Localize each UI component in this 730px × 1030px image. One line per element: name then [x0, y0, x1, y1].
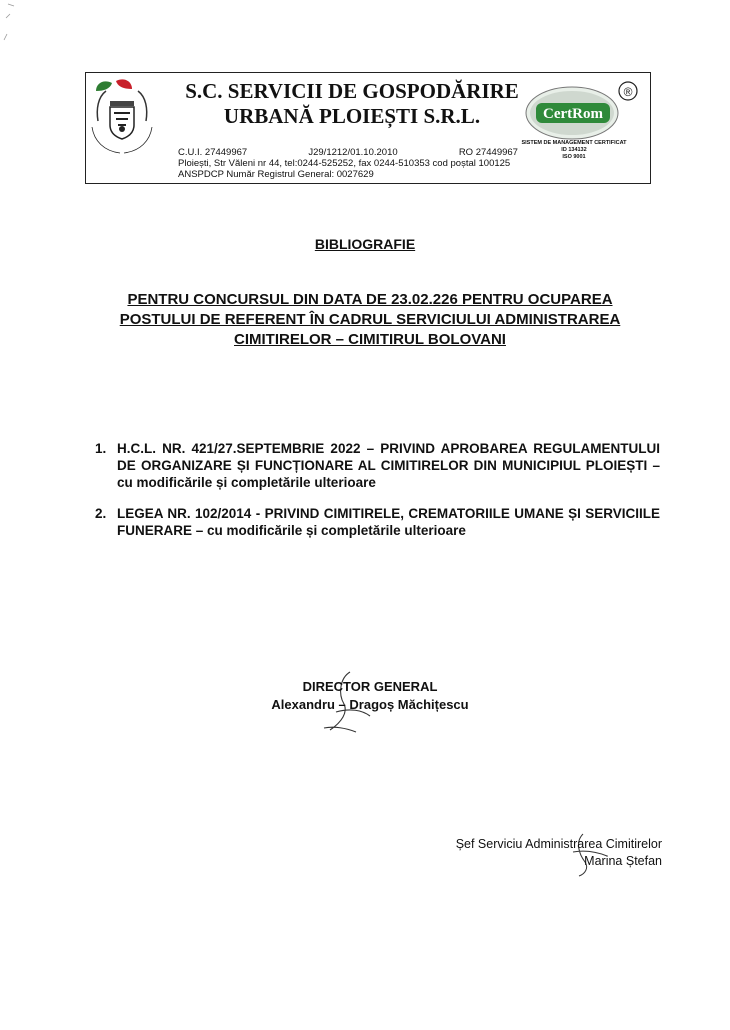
service-head-signature-block — [400, 836, 662, 870]
item-text: LEGEA NR. 102/2014 - PRIVIND CIMITIRELE, CREMATORIILE UMANE ȘI SERVICIILE FUNERARE – cu modificările și completările ulterioare — [117, 506, 660, 538]
anspdcp-number: ANSPDCP Număr Registrul General: 0027629 — [178, 169, 374, 180]
director-role: DIRECTOR GENERAL — [302, 679, 438, 694]
item-number: 2. — [95, 506, 107, 521]
company-name-line2: URBANĂ PLOIEȘTI S.R.L. — [223, 104, 481, 128]
company-logo-icon — [90, 77, 154, 167]
registration-info — [178, 147, 518, 180]
list-item — [95, 505, 660, 539]
trade-register: J29/1212/01.10.2010 — [308, 147, 398, 158]
vat-code: RO 27449967 — [458, 147, 518, 158]
subtitle-line: PENTRU CONCURSUL DIN DATA DE 23.02.226 PENTRU OCUPAREA — [127, 291, 613, 308]
scan-corner-marks — [0, 0, 30, 60]
item-text: H.C.L. NR. 421/27.SEPTEMBRIE 2022 – PRIVIND APROBAREA REGULAMENTULUI DE ORGANIZARE ȘI FUNCȚIONARE AL CIMITIRELOR DIN MUNICIPIUL PLOIEȘTI – cu modificările și completările ulterioare — [117, 441, 660, 490]
company-address: Ploiești, Str Văleni nr 44, tel:0244-525252, fax 0244-510353 cod poștal 100125 — [178, 158, 511, 169]
company-name — [162, 79, 542, 129]
subtitle-line: POSTULUI DE REFERENT ÎN CADRUL SERVICIULUI ADMINISTRAREA — [119, 311, 621, 328]
certification-info — [504, 140, 644, 161]
document-subtitle — [80, 290, 660, 350]
director-name: Alexandru – Dragoș Măchițescu — [271, 697, 469, 712]
cert-system: SISTEM DE MANAGEMENT CERTIFICAT — [521, 140, 627, 146]
registered-mark: ® — [623, 85, 633, 99]
subtitle-line: CIMITIRELOR – CIMITIRUL BOLOVANI — [234, 331, 506, 348]
certrom-label: CertRom — [543, 106, 603, 122]
list-item — [95, 440, 660, 491]
document-title: BIBLIOGRAFIE — [314, 236, 416, 252]
cert-id: ID 134132 — [561, 147, 587, 153]
director-signature-block — [230, 678, 510, 714]
cert-iso: ISO 9001 — [562, 154, 586, 160]
service-head-role: Șef Serviciu Administrarea Cimitirelor — [455, 837, 662, 851]
item-number: 1. — [95, 441, 107, 456]
company-name-line1: S.C. SERVICII DE GOSPODĂRIRE — [185, 79, 519, 103]
letterhead — [85, 72, 651, 184]
bibliography-list — [95, 440, 660, 553]
service-head-name: Marina Ștefan — [584, 854, 662, 868]
cui: C.U.I. 27449967 — [178, 147, 248, 158]
